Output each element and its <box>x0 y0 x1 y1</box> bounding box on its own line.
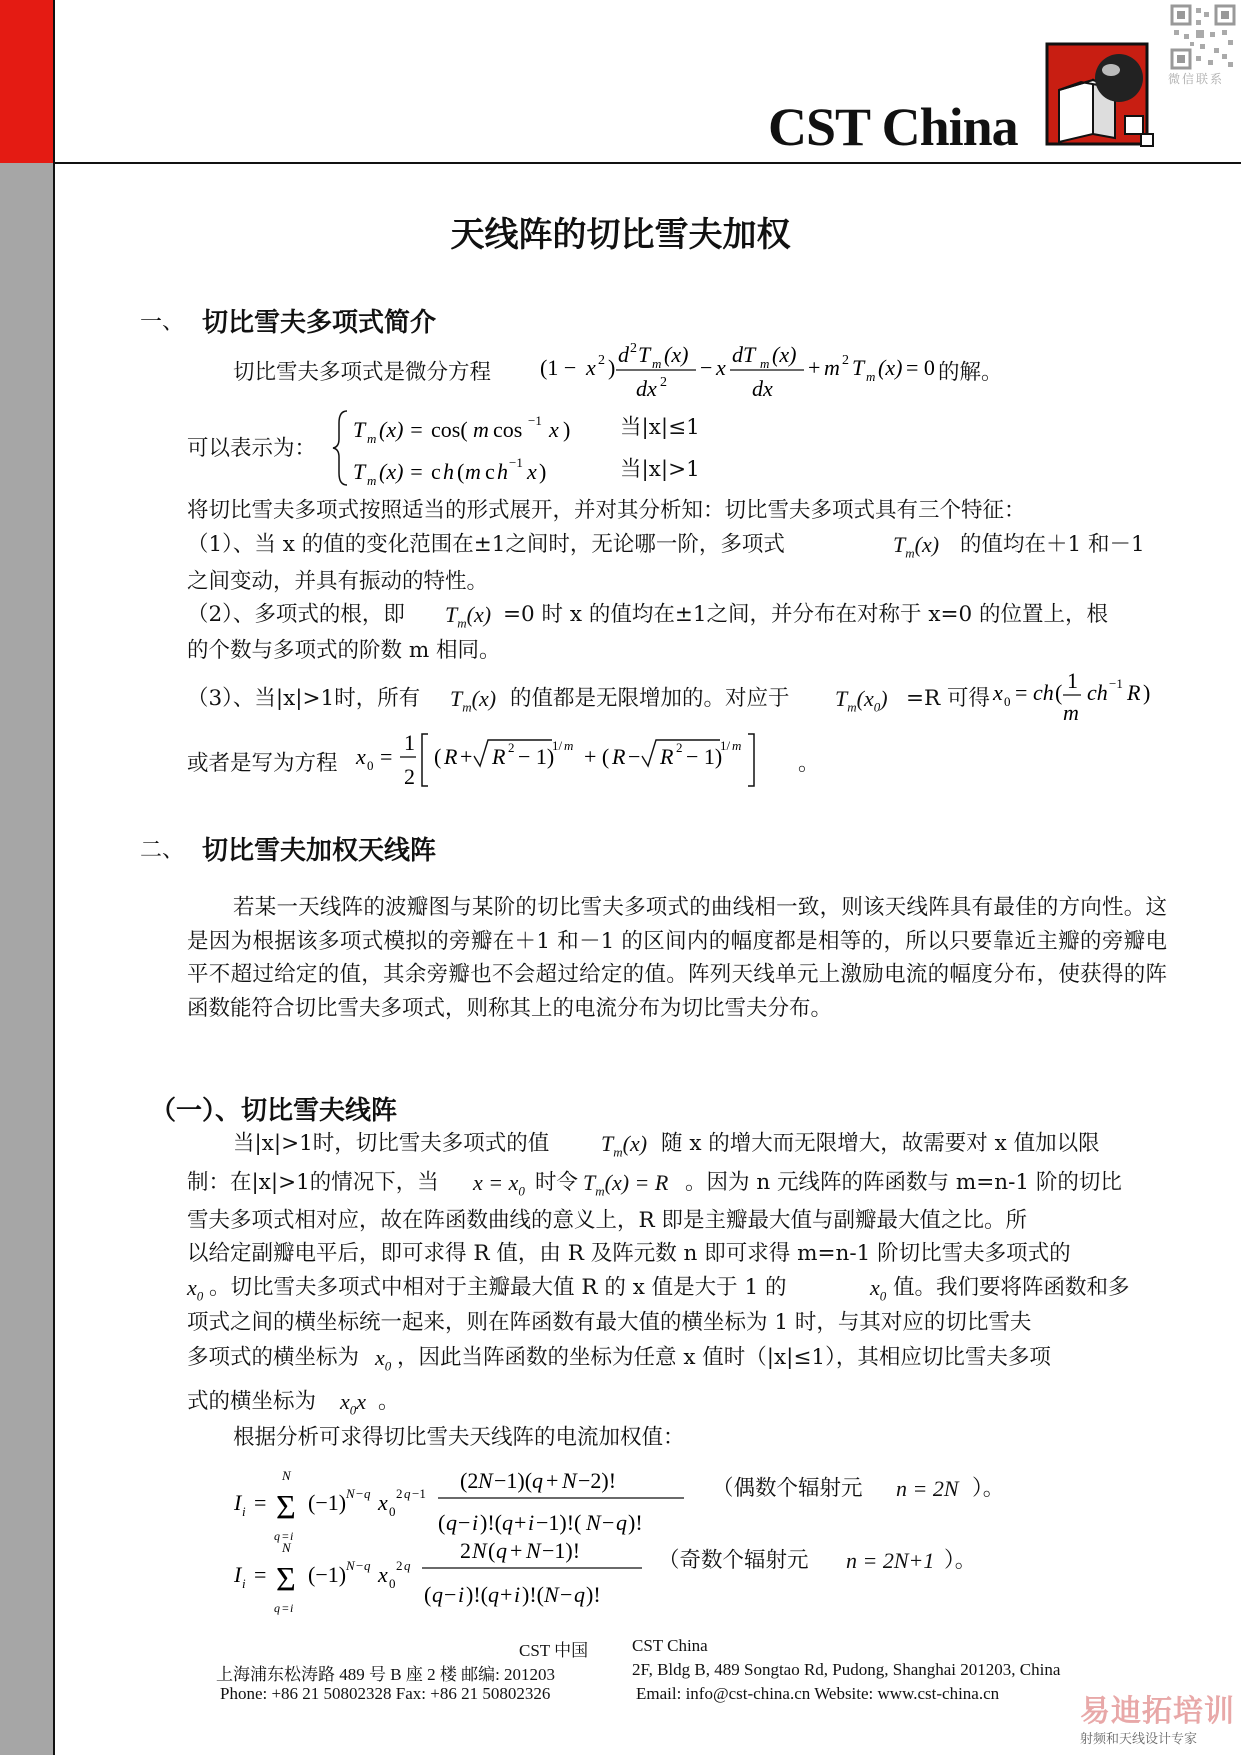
svg-text:cos(: cos( <box>431 417 468 442</box>
svg-text:2: 2 <box>842 353 849 368</box>
svg-text:− 1): − 1) <box>518 744 555 769</box>
svg-text:− 1): − 1) <box>686 744 723 769</box>
left-vertical-rule <box>53 0 55 1755</box>
even-condition: n = 2N <box>896 1476 959 1501</box>
x0-root-formula <box>356 726 806 796</box>
svg-text:h: h <box>443 459 454 484</box>
svg-text:2: 2 <box>396 1558 403 1573</box>
svg-text:N: N <box>346 1558 355 1573</box>
cst-logo-icon <box>1045 42 1160 157</box>
section1-number: 一、 <box>140 310 185 335</box>
svg-text:q: q <box>616 1510 627 1535</box>
svg-text:(x) =: (x) = <box>379 459 424 484</box>
x-equals-x0-formula: $x = x_0$ <box>473 1170 525 1199</box>
footer-en-label: CST China <box>632 1636 708 1655</box>
svg-text:1: 1 <box>404 730 415 755</box>
s1-line3: 将切比雪夫多项式按照适当的形式展开，并对其分析知：切比雪夫多项式具有三个特征： <box>187 498 1026 523</box>
svg-text:): ) <box>1143 680 1151 705</box>
svg-text:T: T <box>353 459 366 484</box>
svg-text:q: q <box>446 1510 457 1535</box>
s1-item2-a: （2）、多项式的根，即 <box>187 602 405 627</box>
s3-l5a: 。切比雪夫多项式中相对于主瓣最大值 R 的 x 值是大于 1 的 <box>209 1275 787 1300</box>
svg-text:x: x <box>378 1562 388 1587</box>
s3-l8b: 。 <box>378 1389 400 1414</box>
s3-l1a: 当|x|>1时，切比雪夫多项式的值 <box>233 1131 550 1156</box>
svg-text:1/: 1/ <box>720 738 731 753</box>
svg-text:I: I <box>234 1562 242 1587</box>
svg-text:2: 2 <box>508 740 515 755</box>
footer-cn-label: CST 中国 <box>519 1641 589 1660</box>
svg-text:(−1): (−1) <box>308 1562 347 1587</box>
svg-text:dx: dx <box>752 376 773 401</box>
tm-x-formula: $T_m(x)$ <box>893 532 940 561</box>
s3-l4: 以给定副瓣电平后，即可求得 R 值，由 R 及阵元数 n 即可求得 m=n-1 阶切比雪夫多项式的 <box>187 1241 1071 1266</box>
svg-text:(x) =: (x) = <box>379 417 424 442</box>
svg-text:= 0: = 0 <box>906 355 935 380</box>
svg-text:i: i <box>290 1601 294 1615</box>
svg-text:N: N <box>282 1468 291 1483</box>
svg-text:=: = <box>254 1490 267 1515</box>
svg-text:dT: dT <box>732 342 756 367</box>
svg-text:−: − <box>356 1486 364 1501</box>
section3-heading: （一）、切比雪夫线阵 <box>150 1096 398 1126</box>
svg-text:q: q <box>274 1601 280 1615</box>
svg-text:0: 0 <box>389 1576 396 1591</box>
svg-text:): ) <box>539 459 547 484</box>
svg-text:m: m <box>652 356 662 371</box>
qr-caption: 微信联系 <box>1168 72 1225 86</box>
svg-text:x: x <box>527 459 537 484</box>
chebyshev-ode-formula <box>536 340 936 406</box>
svg-text:(1 −: (1 − <box>540 355 577 380</box>
svg-text:m: m <box>367 473 377 488</box>
odd-condition: n = 2N+1 <box>846 1548 935 1573</box>
x0-ch-formula <box>993 664 1163 730</box>
svg-text:(: ( <box>1055 680 1063 705</box>
svg-text:+: + <box>460 744 473 769</box>
tm-x-formula-3: $T_m(x)$ <box>450 686 497 715</box>
svg-text:m: m <box>473 417 489 442</box>
svg-text:(: ( <box>488 1538 496 1563</box>
svg-text:N: N <box>478 1468 493 1493</box>
svg-text:0: 0 <box>367 758 374 773</box>
svg-text:−1)(: −1)( <box>494 1468 533 1493</box>
svg-text:c: c <box>431 459 441 484</box>
svg-text:i: i <box>242 1576 246 1591</box>
s1-line1-prefix: 切比雪夫多项式是微分方程 <box>233 360 492 385</box>
s3-l7a: 多项式的横坐标为 <box>187 1345 360 1370</box>
svg-text:i: i <box>528 1510 535 1535</box>
footer-email-website: Email: info@cst-china.cn Website: www.cst-china.cn <box>636 1684 1000 1703</box>
svg-text:+: + <box>500 1582 513 1607</box>
svg-text:q: q <box>488 1582 499 1607</box>
svg-text:−1)!: −1)! <box>542 1538 581 1563</box>
svg-text:+ (: + ( <box>584 744 610 769</box>
svg-text:0: 0 <box>1004 694 1011 709</box>
s3-l2a: 制：在|x|>1的情况下，当 <box>187 1170 439 1195</box>
svg-text:x: x <box>993 680 1003 705</box>
svg-text:q: q <box>404 1558 411 1573</box>
tm-x-formula-4: $T_m(x)$ <box>601 1131 648 1160</box>
svg-text:m: m <box>465 459 481 484</box>
svg-text:q: q <box>404 1486 411 1501</box>
svg-text:+: + <box>546 1468 559 1493</box>
svg-text:2: 2 <box>396 1486 403 1501</box>
svg-text:i: i <box>242 1504 246 1519</box>
svg-text:2: 2 <box>404 764 415 789</box>
s1-line2-prefix: 可以表示为： <box>187 436 317 461</box>
svg-text:T: T <box>353 417 366 442</box>
svg-text:m: m <box>732 738 742 753</box>
s1-item2-b: =0 时 x 的值均在±1之间，并分布在对称于 x=0 的位置上，根 <box>503 602 1109 627</box>
svg-text:): ) <box>608 355 616 380</box>
footer-address-en: 2F, Bldg B, 489 Songtao Rd, Pudong, Shanghai 201203, China <box>632 1660 1061 1679</box>
svg-text:2: 2 <box>630 341 637 356</box>
svg-text:N: N <box>526 1538 541 1563</box>
tm-x0-formula: $T_m(x_0)$ <box>835 686 888 715</box>
svg-text:N: N <box>586 1510 601 1535</box>
s3-l8a: 式的横坐标为 <box>187 1389 317 1414</box>
svg-text:q: q <box>496 1538 507 1563</box>
svg-text:R: R <box>492 744 506 769</box>
svg-text:=: = <box>380 744 393 769</box>
case2-condition: 当|x|>1 <box>620 457 700 482</box>
even-note: （偶数个辐射元 <box>712 1476 863 1501</box>
svg-text:−: − <box>628 744 641 769</box>
s3-l2c: 。因为 n 元线阵的阵函数与 m=n-1 阶的切比 <box>685 1170 1122 1195</box>
odd-weight-formula <box>232 1530 692 1622</box>
svg-text:(−1): (−1) <box>308 1490 347 1515</box>
svg-text:−: − <box>560 1582 573 1607</box>
svg-text:h: h <box>497 459 508 484</box>
qr-code-icon <box>1170 4 1236 70</box>
svg-text:(: ( <box>434 744 442 769</box>
svg-text:ch: ch <box>1087 680 1108 705</box>
svg-text:−1: −1 <box>509 455 523 470</box>
svg-text:m: m <box>1063 700 1079 725</box>
s1-item2-c: 的个数与多项式的阶数 m 相同。 <box>187 638 501 663</box>
svg-text:(2: (2 <box>460 1468 479 1493</box>
svg-text:1: 1 <box>1067 668 1078 693</box>
s3-l7b: ，因此当阵函数的坐标为任意 x 值时（|x|≤1），其相应切比雪夫多项 <box>397 1345 1051 1370</box>
svg-text:N: N <box>544 1582 559 1607</box>
s1-item1-b: 的值均在＋1 和－1 <box>960 532 1145 557</box>
svg-text:=: = <box>282 1601 289 1615</box>
svg-text:q: q <box>502 1510 513 1535</box>
svg-text:cos: cos <box>493 417 523 442</box>
svg-text:R: R <box>660 744 674 769</box>
x0x-symbol: $x_0x$ <box>340 1389 367 1418</box>
section1-heading: 切比雪夫多项式简介 <box>202 308 437 338</box>
s1-item3-b: 的值都是无限增加的。对应于 <box>510 686 790 711</box>
s1-item3-end: 。 <box>798 751 820 776</box>
even-end: ）。 <box>972 1476 1005 1501</box>
svg-text:N: N <box>562 1468 577 1493</box>
svg-text:q: q <box>274 1529 280 1543</box>
svg-text:0: 0 <box>389 1504 396 1519</box>
x0-symbol-2: $x_0$ <box>870 1275 887 1304</box>
svg-text:−: − <box>458 1510 471 1535</box>
section2-paragraph <box>187 891 1167 1025</box>
svg-text:q: q <box>364 1558 371 1573</box>
s1-item1-a: （1）、当 x 的值的变化范围在±1之间时，无论哪一阶，多项式 <box>187 532 785 557</box>
s1-line1-suffix: 的解。 <box>938 360 1003 385</box>
brand-name: CST China <box>768 97 1018 157</box>
svg-text:(: ( <box>438 1510 446 1535</box>
svg-text:)!: )! <box>586 1582 601 1607</box>
x0-symbol-3: $x_0$ <box>375 1345 392 1374</box>
x0-symbol: $x_0$ <box>187 1275 204 1304</box>
svg-text:N: N <box>346 1486 355 1501</box>
s3-l1b: 随 x 的增大而无限增大，故需要对 x 值加以限 <box>661 1131 1100 1156</box>
section2-heading: 切比雪夫加权天线阵 <box>202 836 437 866</box>
svg-text:Σ: Σ <box>276 1561 296 1598</box>
svg-text:x: x <box>356 744 366 769</box>
svg-text:2: 2 <box>598 353 605 368</box>
svg-text:−2)!: −2)! <box>578 1468 617 1493</box>
svg-text:ch: ch <box>1033 680 1054 705</box>
svg-text:d: d <box>618 342 629 367</box>
svg-text:+: + <box>510 1538 523 1563</box>
svg-text:m: m <box>760 356 770 371</box>
svg-text:m: m <box>564 738 574 753</box>
svg-text:Σ: Σ <box>276 1489 296 1526</box>
s1-item3-d: 或者是写为方程 <box>187 751 338 776</box>
svg-text:x: x <box>586 355 596 380</box>
s3-l9: 根据分析可求得切比雪夫天线阵的电流加权值： <box>233 1425 685 1450</box>
svg-text:)!(: )!( <box>466 1582 488 1607</box>
section2-number: 二、 <box>140 838 185 863</box>
svg-text:T: T <box>852 355 865 380</box>
svg-text:dx: dx <box>636 376 657 401</box>
svg-text:−: − <box>444 1582 457 1607</box>
svg-text:2: 2 <box>676 740 683 755</box>
svg-text:+: + <box>808 355 821 380</box>
svg-text:R: R <box>612 744 626 769</box>
svg-text:)!(: )!( <box>522 1582 544 1607</box>
svg-text:−: − <box>700 355 713 380</box>
svg-text:I: I <box>234 1490 242 1515</box>
svg-text:N: N <box>472 1538 487 1563</box>
svg-text:i: i <box>514 1582 521 1607</box>
svg-text:−1: −1 <box>528 413 542 428</box>
svg-text:2: 2 <box>660 375 667 390</box>
svg-text:x: x <box>378 1490 388 1515</box>
svg-text:=: = <box>282 1529 289 1543</box>
svg-text:x: x <box>549 417 559 442</box>
s1-item3-a: （3）、当|x|>1时，所有 <box>187 686 421 711</box>
case1-condition: 当|x|≤1 <box>620 415 700 440</box>
document-title: 天线阵的切比雪夫加权 <box>450 215 791 255</box>
svg-text:)!: )! <box>628 1510 643 1535</box>
svg-text:1/: 1/ <box>552 738 563 753</box>
svg-text:x: x <box>716 355 726 380</box>
svg-text:q: q <box>364 1486 371 1501</box>
svg-text:N: N <box>282 1540 291 1555</box>
s1-item3-c: =R 可得 <box>906 686 991 711</box>
s3-l6: 项式之间的横坐标统一起来，则在阵函数有最大值的横坐标为 1 时，与其对应的切比雪夫 <box>187 1310 1032 1335</box>
left-gray-bar <box>0 163 53 1755</box>
svg-text:i: i <box>458 1582 465 1607</box>
svg-text:m: m <box>367 431 377 446</box>
svg-text:−: − <box>602 1510 615 1535</box>
s3-l5b: 值。我们要将阵函数和多 <box>893 1275 1130 1300</box>
svg-text:i: i <box>290 1529 294 1543</box>
svg-text:(: ( <box>457 459 465 484</box>
svg-text:c: c <box>485 459 495 484</box>
svg-text:=: = <box>254 1562 267 1587</box>
svg-text:(x): (x) <box>772 342 797 367</box>
watermark-name: 易迪拓培训 <box>1080 1694 1235 1729</box>
svg-text:−1)!(: −1)!( <box>536 1510 582 1535</box>
svg-text:2: 2 <box>460 1538 471 1563</box>
svg-text:i: i <box>472 1510 479 1535</box>
svg-text:q: q <box>574 1582 585 1607</box>
section2-paragraph-text: 若某一天线阵的波瓣图与某阶的切比雪夫多项式的曲线相一致，则该天线阵具有最佳的方向性。这是因为根据该多项式模拟的旁瓣在＋1 和－1 的区间内的幅度都是相等的，所以只要靠近主瓣的旁瓣电平不超过给定的值，其余旁瓣也不会超过给定的值。阵列天线单元上激励电流的幅度分布，使获得的阵函数能符合切比雪夫多项式，则称其上的电流分布为切比雪夫分布。 <box>187 895 1167 1021</box>
s1-item1-c: 之间变动，并具有振动的特性。 <box>187 569 489 594</box>
svg-text:=: = <box>1015 680 1028 705</box>
tm-x-equals-r-formula: $T_m(x) = R$ <box>583 1170 669 1199</box>
tm-x-formula-2: $T_m(x)$ <box>445 602 492 631</box>
svg-text:−1: −1 <box>412 1486 426 1501</box>
svg-text:m: m <box>824 355 840 380</box>
header-red-block <box>0 0 53 163</box>
svg-text:)!(: )!( <box>480 1510 502 1535</box>
svg-text:R: R <box>444 744 458 769</box>
svg-text:+: + <box>514 1510 527 1535</box>
svg-text:): ) <box>563 417 571 442</box>
watermark-slogan: 射频和天线设计专家 <box>1080 1732 1198 1747</box>
svg-text:(x): (x) <box>878 355 903 380</box>
footer-phone-fax: Phone: +86 21 50802328 Fax: +86 21 50802326 <box>220 1684 551 1703</box>
s3-l2b: 时令 <box>535 1170 579 1195</box>
svg-text:q: q <box>432 1582 443 1607</box>
header-rule <box>53 162 1241 164</box>
footer-address-cn: 上海浦东松涛路 489 号 B 座 2 楼 邮编: 201203 <box>216 1665 556 1684</box>
svg-text:R: R <box>1127 680 1141 705</box>
svg-text:−: − <box>356 1558 364 1573</box>
s3-l3: 雪夫多项式相对应，故在阵函数曲线的意义上，R 即是主瓣最大值与副瓣最大值之比。所 <box>187 1208 1028 1233</box>
svg-text:q: q <box>532 1468 543 1493</box>
odd-end: ）。 <box>944 1548 977 1573</box>
svg-text:(x): (x) <box>664 342 689 367</box>
svg-text:(: ( <box>424 1582 432 1607</box>
svg-text:−1: −1 <box>1109 676 1123 691</box>
odd-note: （奇数个辐射元 <box>658 1548 809 1573</box>
svg-text:m: m <box>866 369 876 384</box>
svg-text:T: T <box>638 342 651 367</box>
